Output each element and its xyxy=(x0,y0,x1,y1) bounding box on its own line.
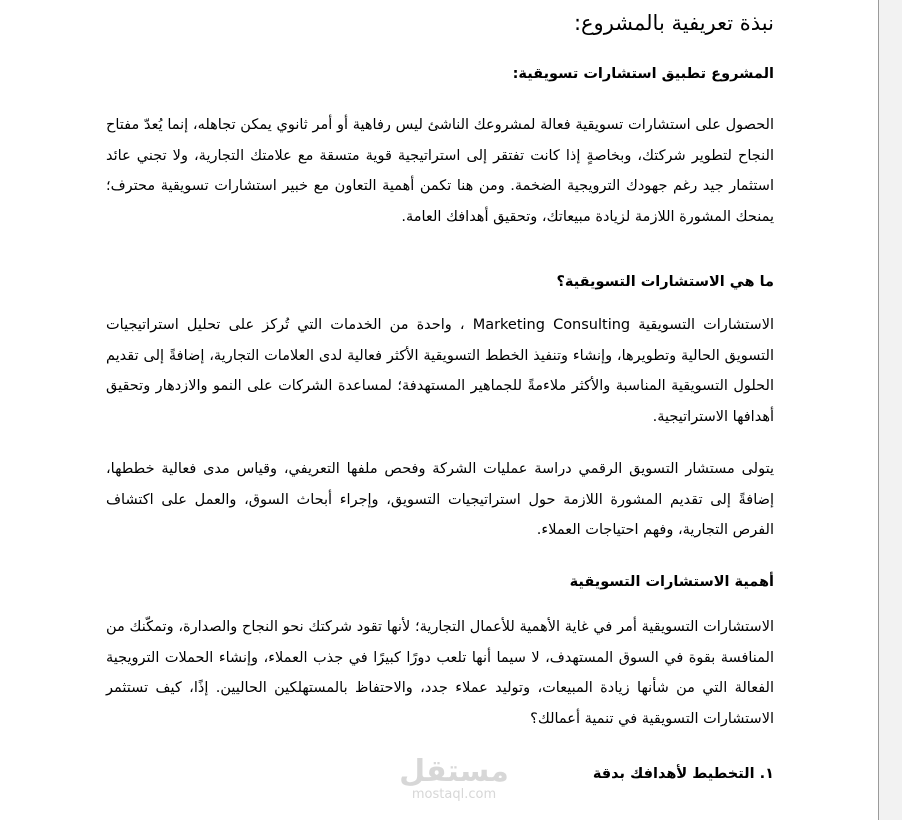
importance-heading: أهمية الاستشارات التسويقية xyxy=(569,574,774,590)
what-is-paragraph-2: يتولى مستشار التسويق الرقمي دراسة عمليات الشركة وفحص ملفها التعريفي، وقياس مدى فعالية خططها، إضافةً إلى تقديم المشورة اللازمة حول استراتيجيات التسويق، وإجراء أبحاث السوق، والعمل على اكتشاف الفرص التجارية، وفهم احتياجات العملاء. xyxy=(106,461,774,538)
window-gutter xyxy=(879,0,902,820)
what-is-paragraph-1: الاستشارات التسويقية Marketing Consulting ، واحدة من الخدمات التي تُركز على تحليل استراتيجيات التسويق الحالية وتطويرها، وإنشاء وتنفيذ الخطط التسويقية الأكثر فعالية لدى العلامات التجارية، إضافةً إلى تقديم الحلول التسويقية المناسبة والأكثر ملاءمةً للجماهير المستهدفة؛ لمساعدة الشركات على النمو والازدهار وتحقيق أهدافها الاستراتيجية. xyxy=(106,317,774,425)
project-heading: المشروع تطبيق استشارات تسويقية: xyxy=(512,66,774,82)
document-title: نبذة تعريفية بالمشروع: xyxy=(573,11,774,35)
watermark-latin-text: mostaql.com xyxy=(411,787,497,802)
importance-paragraph: الاستشارات التسويقية أمر في غاية الأهمية للأعمال التجارية؛ لأنها تقود شركتك نحو النجاح والصدارة، وتمكّنك من المنافسة بقوة في السوق المستهدف، لا سيما أنها تلعب دورًا كبيرًا في جذب العملاء، وإنشاء الحملات الترويجية الفعالة التي من شأنها زيادة المبيعات، وتوليد عملاء جدد، والاحتفاظ بالمستهلكين الحاليين. إذًا، كيف تستثمر الاستشارات التسويقية في تنمية أعمالك؟ xyxy=(106,619,774,727)
list-item-planning: ١. التخطيط لأهدافك بدقة xyxy=(592,766,774,782)
intro-paragraph: الحصول على استشارات تسويقية فعالة لمشروعك الناشئ ليس رفاهية أو أمر ثانوي يمكن تجاهله، إنما يُعدّ مفتاح النجاح لتطوير شركتك، وبخاصةٍ إذا كانت تفتقر إلى استراتيجية قوية متسقة مع علامتك التجارية، ولا تجني عائد استثمار جيد رغم جهودك الترويجية الضخمة. ومن هنا تكمن أهمية التعاون مع خبير استشارات تسويقية محترف؛ يمنحك المشورة اللازمة لزيادة مبيعاتك، وتحقيق أهدافك العامة. xyxy=(106,117,774,225)
cut-off-text-line xyxy=(106,814,774,820)
what-is-heading: ما هي الاستشارات التسويقية؟ xyxy=(556,274,774,290)
watermark-arabic-text: مستقل xyxy=(399,754,509,789)
